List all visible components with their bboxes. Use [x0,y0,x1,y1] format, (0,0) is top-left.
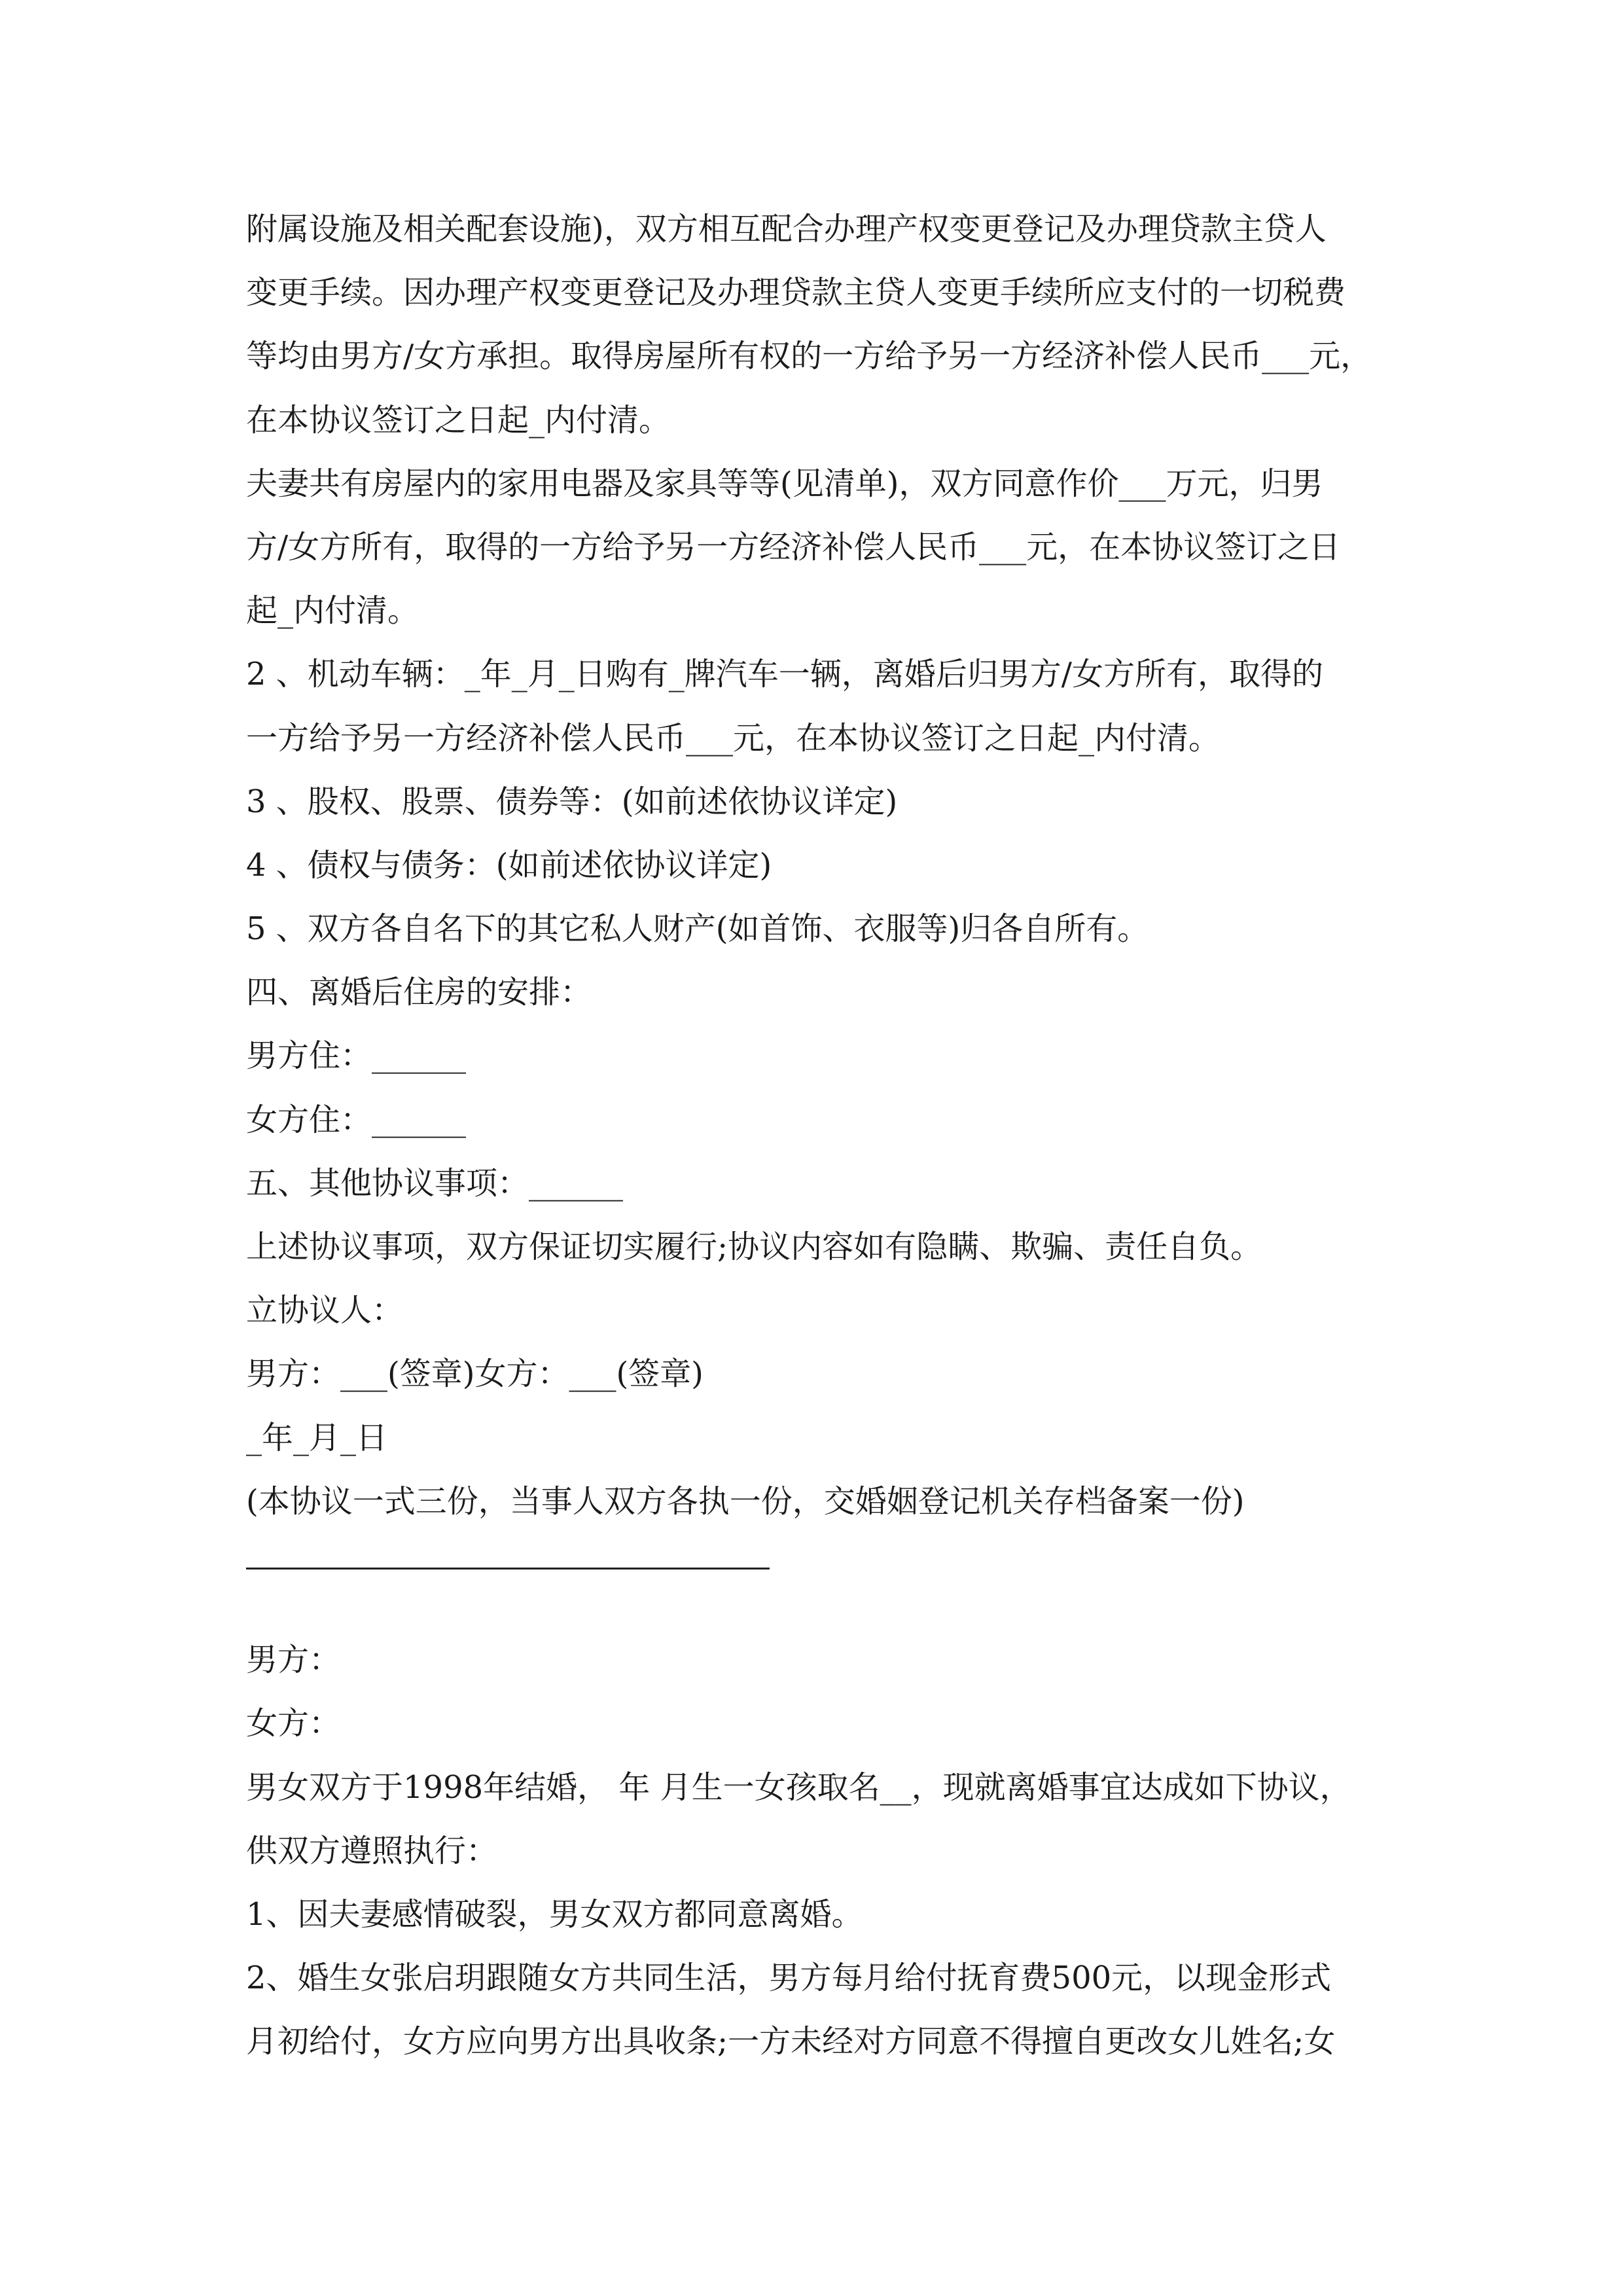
text-line: 方/女方所有，取得的一方给予另一方经济补偿人民币___元，在本协议签订之日 [246,528,1341,565]
text-line: (本协议一式三份，当事人双方各执一份，交婚姻登记机关存档备案一份) [246,1482,1245,1520]
spacer [246,1597,1437,1628]
date-line: _年_月_日 [246,1419,388,1456]
text-line: 立协议人： [246,1292,404,1329]
list-item: 3 、股权、股票、债券等：(如前述依协议详定) [246,783,898,820]
text-line: 变更手续。因办理产权变更登记及办理贷款主贷人变更手续所应支付的一切税费 [246,274,1346,312]
text-line: 男女双方于1998年结婚， 年 月生一女孩取名__，现就离婚事宜达成如下协议， [246,1768,1351,1806]
text-line: 一方给予另一方经济补偿人民币___元，在本协议签订之日起_内付清。 [246,719,1221,757]
list-item: 2、婚生女张启玥跟随女方共同生活，男方每月给付抚育费500元，以现金形式 [246,1960,1332,1997]
text-line: 夫妻共有房屋内的家用电器及家具等等(见清单)，双方同意作价___万元，归男 [246,465,1323,502]
text-line: 女方住：______ [246,1101,467,1138]
text-line: 女方： [246,1705,341,1742]
list-item: 2 、机动车辆：_年_月_日购有_牌汽车一辆，离婚后归男方/女方所有，取得的 [246,656,1323,693]
text-line: 上述协议事项，双方保证切实履行;协议内容如有隐瞒、欺骗、责任自负。 [246,1229,1262,1265]
text-line: 附属设施及相关配套设施)，双方相互配合办理产权变更登记及办理贷款主贷人 [246,211,1327,247]
divider [246,1534,1437,1597]
text-line: 在本协议签订之日起_内付清。 [246,401,671,439]
text-line: 起_内付清。 [246,592,419,630]
text-line: 男方： [246,1641,341,1679]
section-heading: 五、其他协议事项：______ [246,1164,624,1202]
section-heading: 四、离婚后住房的安排： [246,974,592,1011]
text-line: 月初给付，女方应向男方出具收条;一方未经对方同意不得擅自更改女儿姓名;女 [246,2023,1336,2060]
list-item: 4 、债权与债务：(如前述依协议详定) [246,846,772,884]
list-item: 5 、双方各自名下的其它私人财产(如首饰、衣服等)归各自所有。 [246,910,1149,948]
signature-line: 男方：___(签章)女方：___(签章) [246,1355,704,1393]
document-body [246,198,1437,2073]
list-item: 1、因夫妻感情破裂，男女双方都同意离婚。 [246,1895,863,1933]
text-line: 男方住：______ [246,1037,467,1075]
text-line: 等均由男方/女方承担。取得房屋所有权的一方给予另一方经济补偿人民币___元， [246,338,1372,375]
text-line: 供双方遵照执行： [246,1832,498,1869]
